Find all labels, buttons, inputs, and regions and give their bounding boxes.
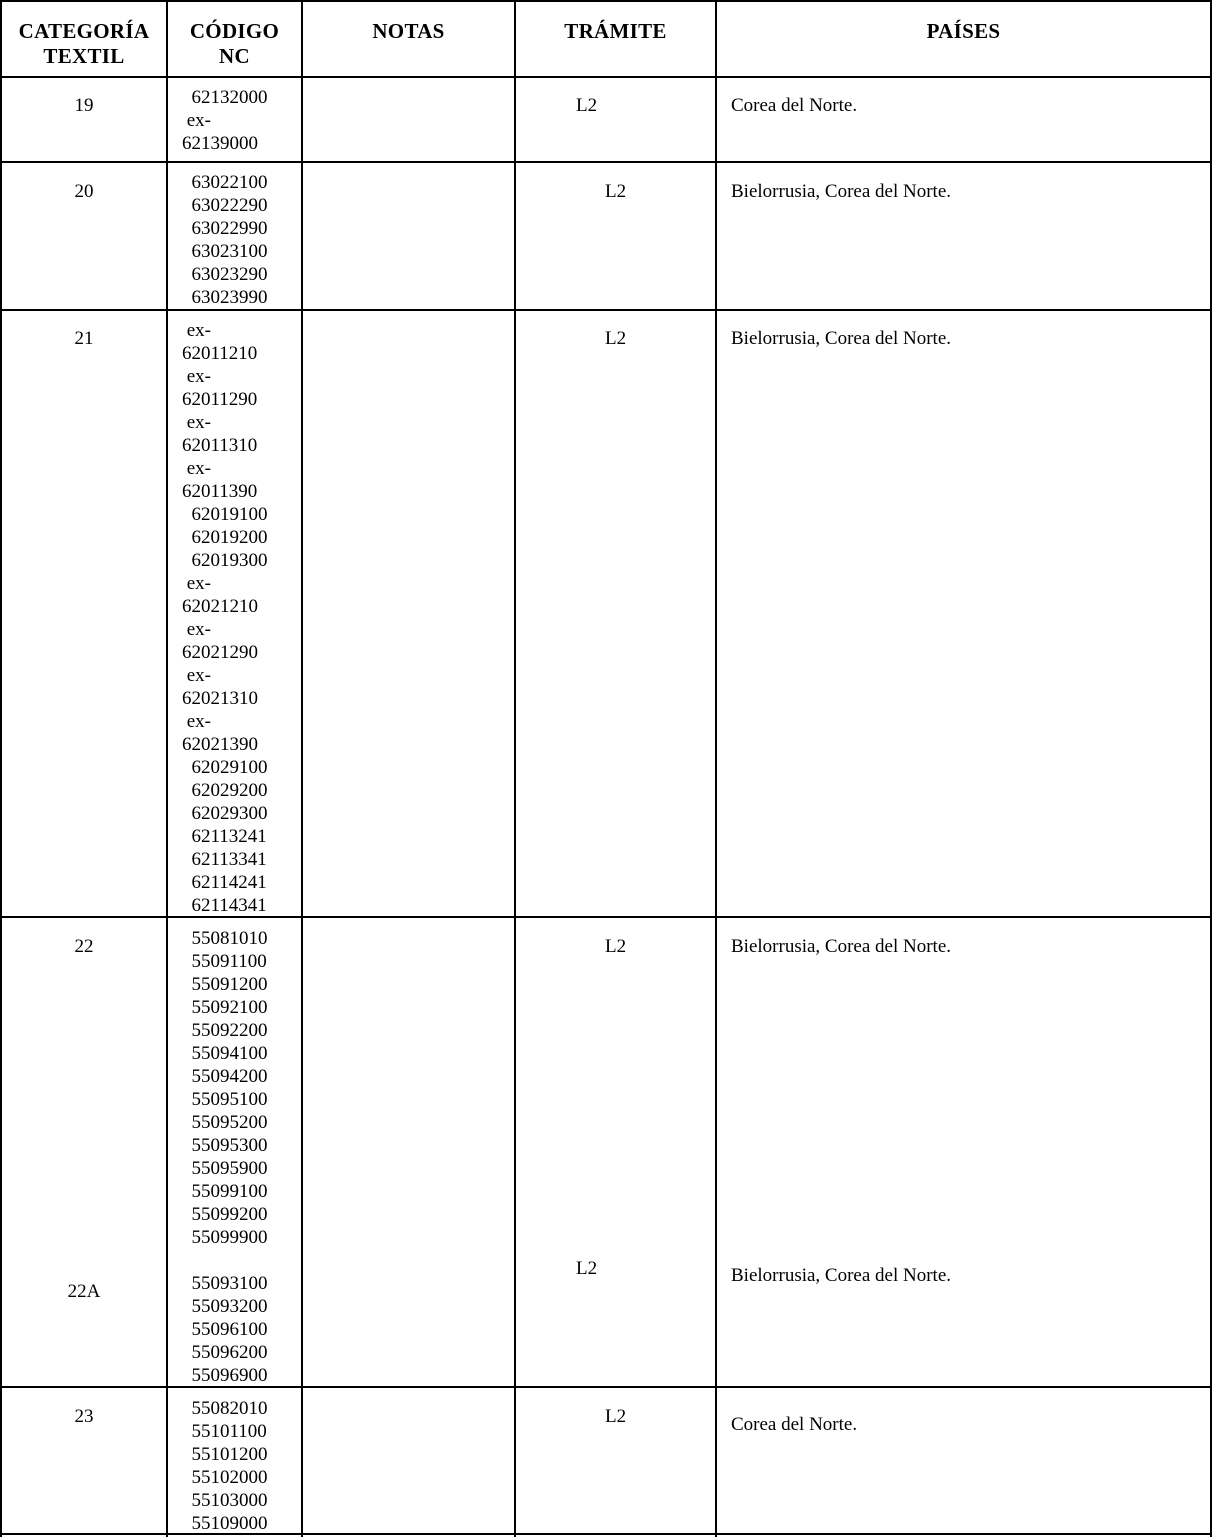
categoria-cell: 19	[74, 95, 94, 116]
nc-code: 62011290	[182, 389, 258, 410]
nc-code: 55099900	[182, 1227, 268, 1248]
categoria-cell: 20	[74, 181, 94, 202]
codigo-cell	[182, 171, 268, 309]
header-paises: PAÍSES	[926, 19, 1001, 43]
nc-code: 62029100	[182, 757, 268, 778]
nc-code: ex-	[182, 619, 212, 640]
tramite-cell: L2	[576, 1258, 598, 1279]
nc-code: 62019100	[182, 504, 268, 525]
nc-code: 55094200	[182, 1066, 268, 1087]
categoria-cell: 23	[74, 1406, 94, 1427]
paises-cell: Bielorrusia, Corea del Norte.	[731, 936, 952, 957]
nc-code: 62114241	[182, 872, 267, 893]
codigo-cell	[182, 86, 268, 155]
row-divider	[0, 161, 1212, 163]
paises-cell: Bielorrusia, Corea del Norte.	[731, 1265, 952, 1286]
nc-code: 55082010	[182, 1398, 268, 1419]
nc-code: 55091100	[182, 951, 267, 972]
nc-code: 62029200	[182, 780, 268, 801]
nc-code: 55094100	[182, 1043, 268, 1064]
nc-code: 55095900	[182, 1158, 268, 1179]
nc-code: 62139000	[182, 133, 258, 154]
paises-cell: Bielorrusia, Corea del Norte.	[731, 328, 952, 349]
tramite-cell: L2	[605, 936, 627, 957]
nc-code: 62021310	[182, 688, 258, 709]
nc-code: 55081010	[182, 928, 268, 949]
codigo-cell	[182, 319, 268, 917]
header-codigo: CÓDIGO NC	[189, 19, 280, 68]
codigo-cell	[182, 1272, 268, 1387]
header-notas: NOTAS	[372, 19, 445, 43]
categoria-cell: 22A	[67, 1281, 101, 1302]
nc-code: 55096100	[182, 1319, 268, 1340]
nc-code: 63022290	[182, 195, 268, 216]
nc-code: 62019300	[182, 550, 268, 571]
nc-code: 55096900	[182, 1365, 268, 1386]
tramite-cell: L2	[605, 181, 627, 202]
paises-cell: Corea del Norte.	[731, 95, 858, 116]
row-divider	[0, 309, 1212, 311]
tramite-cell: L2	[605, 1406, 627, 1427]
column-divider	[715, 0, 717, 1537]
nc-code: 55095300	[182, 1135, 268, 1156]
categoria-cell: 22	[74, 936, 94, 957]
column-divider	[514, 0, 516, 1537]
nc-code: 55101200	[182, 1444, 268, 1465]
nc-code: 55096200	[182, 1342, 268, 1363]
nc-code: 63022990	[182, 218, 268, 239]
nc-code: ex-	[182, 110, 212, 131]
nc-code: ex-	[182, 711, 212, 732]
nc-code: 55093100	[182, 1273, 268, 1294]
categoria-cell: 21	[74, 328, 94, 349]
tramite-cell: L2	[576, 95, 598, 116]
nc-code: ex-	[182, 320, 212, 341]
nc-code: 62011390	[182, 481, 258, 502]
paises-cell: Bielorrusia, Corea del Norte.	[731, 181, 952, 202]
nc-code: 62011310	[182, 435, 258, 456]
nc-code: 62113241	[182, 826, 267, 847]
nc-code: ex-	[182, 573, 212, 594]
nc-code: 62029300	[182, 803, 268, 824]
paises-cell: Corea del Norte.	[731, 1414, 858, 1435]
header-categoria: CATEGORÍA TEXTIL	[18, 19, 150, 68]
nc-code: 55095100	[182, 1089, 268, 1110]
nc-code: 63023290	[182, 264, 268, 285]
table-top-border	[0, 0, 1212, 2]
nc-code: 62011210	[182, 343, 258, 364]
codigo-cell	[182, 1397, 268, 1535]
nc-code: 62019200	[182, 527, 268, 548]
column-divider	[0, 0, 2, 1537]
nc-code: 55091200	[182, 974, 268, 995]
nc-code: 62132000	[182, 87, 268, 108]
nc-code: 55099200	[182, 1204, 268, 1225]
column-divider	[301, 0, 303, 1537]
nc-code: 62021290	[182, 642, 258, 663]
nc-code: ex-	[182, 458, 212, 479]
nc-code: ex-	[182, 366, 212, 387]
codigo-cell	[182, 927, 268, 1249]
nc-code: ex-	[182, 665, 212, 686]
column-divider	[166, 0, 168, 1537]
nc-code: 55103000	[182, 1490, 268, 1511]
nc-code: 62114341	[182, 895, 267, 916]
nc-code: 55109000	[182, 1513, 268, 1534]
nc-code: 62021390	[182, 734, 258, 755]
nc-code: 62021210	[182, 596, 258, 617]
nc-code: 55101100	[182, 1421, 267, 1442]
nc-code: 63023100	[182, 241, 268, 262]
nc-code: 55093200	[182, 1296, 268, 1317]
nc-code: ex-	[182, 412, 212, 433]
header-bottom-border	[0, 76, 1212, 78]
nc-code: 55099100	[182, 1181, 268, 1202]
nc-code: 55095200	[182, 1112, 268, 1133]
header-tramite: TRÁMITE	[564, 19, 667, 43]
nc-code: 55102000	[182, 1467, 268, 1488]
nc-code: 63023990	[182, 287, 268, 308]
nc-code: 55092100	[182, 997, 268, 1018]
nc-code: 55092200	[182, 1020, 268, 1041]
nc-code: 62113341	[182, 849, 267, 870]
nc-code: 63022100	[182, 172, 268, 193]
tramite-cell: L2	[605, 328, 627, 349]
